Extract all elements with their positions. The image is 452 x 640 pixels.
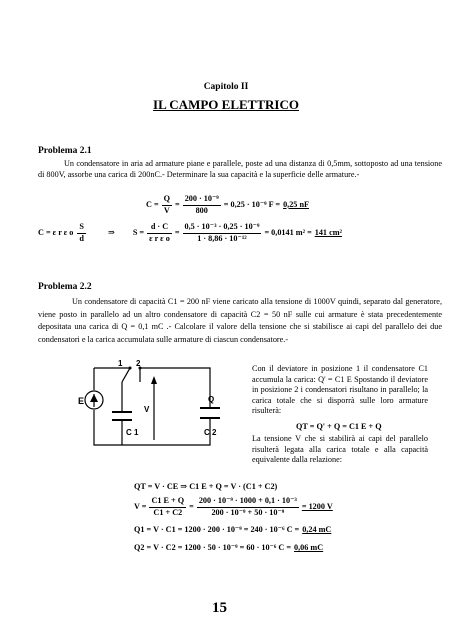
eq1-den: V [163,205,170,215]
voltage-formula [134,496,333,518]
f4-final: 0,06 mC [294,543,324,552]
capacity-formula [146,194,309,216]
total-charge-formula: QT = Q' + Q = C1 E + Q [296,422,382,431]
label-c2: C 2 [204,428,217,437]
label-switch-1: 1 [118,359,123,368]
eq1-num2: 200 · 10⁻⁹ [183,194,221,206]
eq2-num3: 0,5 · 10⁻³ · 0,25 · 10⁻⁹ [183,222,262,234]
problem-2-heading: Problema 2.2 [38,282,92,292]
eq2-den3: 1 · 8,86 · 10⁻¹² [197,233,247,243]
f2-lhs: V = [134,501,147,511]
eq1-final: 0,25 nF [283,199,309,209]
label-e: E [78,396,85,406]
label-switch-2: 2 [136,359,141,368]
c1-plates [112,412,132,420]
label-c1: C 1 [126,428,139,437]
eq2-eq: = [174,227,180,237]
wire-loop [94,368,210,445]
formula-1: QT = V · CE ⇒ C1 E + Q = V · (C1 + C2) [134,482,278,491]
f2-num2: 200 · 10⁻⁹ · 1000 + 0,1 · 10⁻³ [197,496,299,508]
surface-formula [38,222,342,244]
label-v: V [144,405,150,414]
eq2-den: d [79,233,84,243]
problem-2-text: Un condensatore di capacità C1 = 200 nF viene caricato alla tensione di 1000V quindi, separato dal generatore, viene posto in parallelo ad un altro condensatore di capacità C2 = 50 nF sulle cui armature è stata precedentemente depositata una carica di Q = 0,1 mC .- Calcolare il valore della tensione che si stabilisce ai capi del parallelo dei due condensatori e la carica accumulata sulle armature di ciascun condensatore.- [38,297,442,344]
f2-num: C1 E + Q [149,496,186,508]
page-title: IL CAMPO ELETTRICO [153,97,299,112]
c2-plates [200,408,220,418]
eq2-den2: ε r ε o [149,233,170,243]
charge-1-formula [134,525,331,536]
problem-1-heading: Problema 2.1 [38,146,92,156]
f2-eq: = [189,501,194,511]
eq2-arrow: ⇒ [107,227,115,237]
eq1-result: = 0,25 · 10⁻⁹ F = [223,199,281,209]
f4-text: Q2 = V · C2 = 1200 · 50 · 10⁻⁹ = 60 · 10⁻⁶ C = [134,543,292,552]
f3-text: Q1 = V · C1 = 1200 · 200 · 10⁻⁹ = 240 · 10⁻⁶ C = [134,525,300,534]
circuit-diagram [78,359,230,455]
f2-den: C1 + C2 [153,507,183,517]
eq1-eq: = [175,199,180,209]
explanation-text-2: La tensione V che si stabilirà ai capi del parallelo risulterà legata alla carica totale e alla capacità equivalente dalla relazione: [252,434,428,464]
eq2-lhs: C = ε r ε o [38,227,74,237]
eq2-final: 141 cm² [314,227,342,237]
eq2-num: S [77,222,86,234]
f3-final: 0,24 mC [302,525,332,534]
f2-result: = 1200 V [301,501,333,511]
eq2-s: S = [132,227,145,237]
eq1-lhs: C = [146,199,159,209]
page-number: 15 [212,600,227,616]
charge-2-formula [134,543,323,554]
label-q: Q [208,395,215,404]
eq2-result: = 0,0141 m² = [264,227,312,237]
explanation-text: Con il deviatore in posizione 1 il condensatore C1 accumula la carica: Q' = C1 E Spostando il deviatore in posizione 2 i condensatori risultano in parallelo; la carica totale che si disporrà sulle loro armature risulterà: [252,364,428,415]
problem-1-text: Un condensatore in aria ad armature piane e parallele, poste ad una distanza di 0,5mm, sottoposto ad una tensione di 800V, assorbe una carica di 200nC.- Determinare la sua capacità e la superficie delle armature.- [38,159,442,179]
eq1-den2: 800 [195,205,208,215]
eq1-num: Q [162,194,172,206]
f2-den2: 200 · 10⁻⁹ + 50 · 10⁻⁹ [211,507,285,517]
chapter-label: Capitolo II [203,82,249,92]
eq2-num2: d · C [147,222,172,234]
